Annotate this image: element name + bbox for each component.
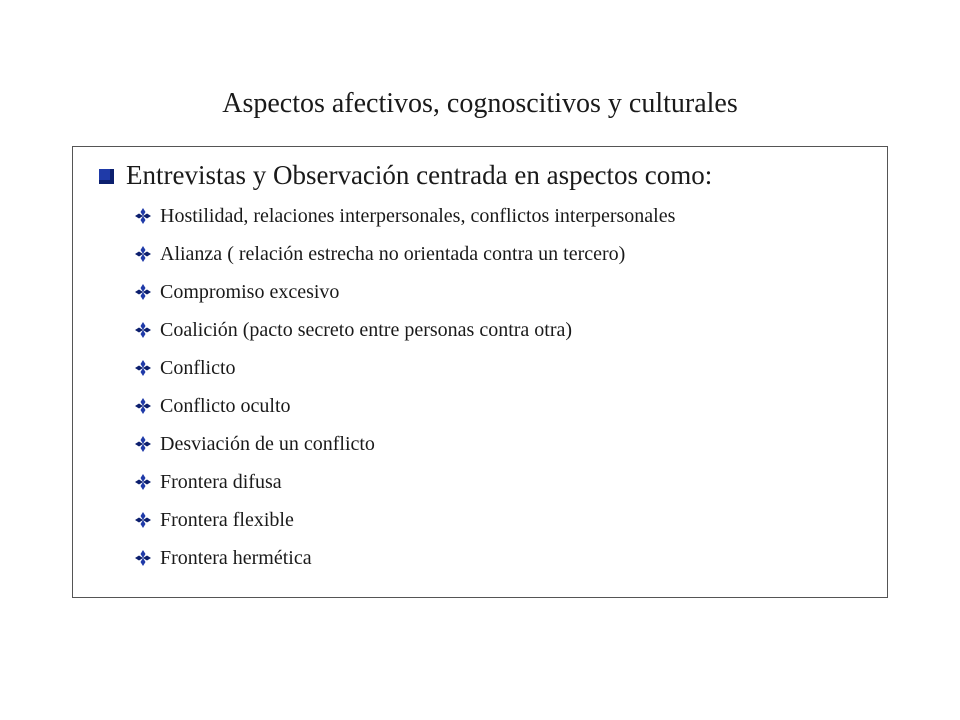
diamond-bullet-icon [135,284,151,300]
list-item [135,539,675,577]
main-bullet-text: Entrevistas y Observación centrada en aspectos como: [126,160,713,190]
list-item-text: Alianza ( relación estrecha no orientada contra un tercero) [160,242,626,265]
diamond-bullet-icon [135,398,151,414]
list-item-text: Frontera flexible [160,508,294,531]
slide-title: Aspectos afectivos, cognoscitivos y culturales [222,88,738,119]
list-item-text: Desviación de un conflicto [160,432,375,455]
diamond-bullet-icon [135,474,151,490]
diamond-bullet-icon [135,322,151,338]
diamond-bullet-icon [135,550,151,566]
diamond-bullet-icon [135,360,151,376]
main-bullet [99,155,712,195]
list-item-text: Compromiso excesivo [160,280,340,303]
list-item [135,273,675,311]
list-item-text: Hostilidad, relaciones interpersonales, conflictos interpersonales [160,204,676,227]
list-item [135,235,675,273]
list-item-text: Conflicto oculto [160,394,291,417]
list-item [135,197,675,235]
list-item [135,501,675,539]
diamond-bullet-icon [135,208,151,224]
list-item [135,349,675,387]
list-item [135,463,675,501]
list-item [135,387,675,425]
list-item [135,425,675,463]
diamond-bullet-icon [135,512,151,528]
list-item-text: Frontera hermética [160,546,312,569]
sub-bullet-list [135,197,675,577]
list-item-text: Coalición (pacto secreto entre personas contra otra) [160,318,573,341]
diamond-bullet-icon [135,436,151,452]
list-item-text: Frontera difusa [160,470,282,493]
square-bullet-icon [99,169,114,184]
list-item [135,311,675,349]
content-box [72,146,888,598]
list-item-text: Conflicto [160,356,236,379]
diamond-bullet-icon [135,246,151,262]
